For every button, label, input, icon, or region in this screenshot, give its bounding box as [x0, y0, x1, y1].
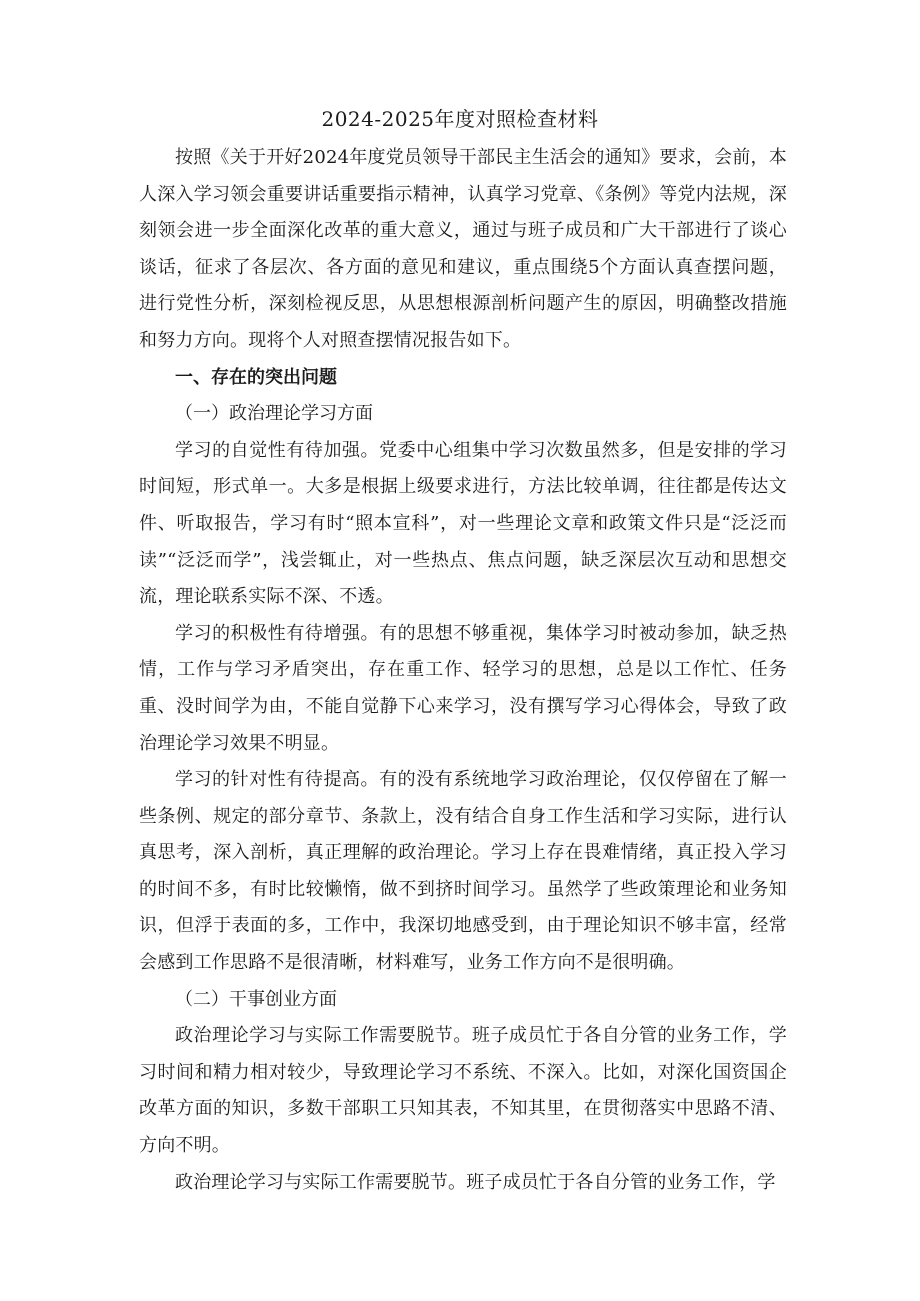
paragraph-study-targeting: 学习的针对性有待提高。有的没有系统地学习政治理论，仅仅停留在了解一些条例、规定的部分章节、条款上，没有结合自身工作生活和学习实际，进行认真思考，深入剖析，真正理解的政治理论。学习上存在畏难情绪，真正投入学习的时间不多，有时比较懒惰，做不到挤时间学习。虽然学了些政策理论和业务知识，但浮于表面的多，工作中，我深切地感受到，由于理论知识不够丰富，经常会感到工作思路不是很清晰，材料难写，业务工作方向不是很明确。	[139, 769, 787, 974]
subsection-heading-entrepreneurship: （二）干事创业方面	[175, 988, 337, 1010]
paragraph-study-enthusiasm: 学习的积极性有待增强。有的思想不够重视，集体学习时被动参加，缺乏热情，工作与学习矛盾突出，存在重工作、轻学习的思想，总是以工作忙、任务重、没时间学为由，不能自觉静下心来学习，没有撰写学习心得体会，导致了政治理论学习效果不明显。	[139, 622, 787, 754]
document-body	[139, 140, 787, 1201]
paragraph-study-consciousness: 学习的自觉性有待加强。党委中心组集中学习次数虽然多，但是安排的学习时间短，形式单一。大多是根据上级要求进行，方法比较单调，往往都是传达文件、听取报告，学习有时“照本宣科”，对一些理论文章和政策文件只是“泛泛而读”“泛泛而学”，浅尝辄止，对一些热点、焦点问题，缺乏深层次互动和思想交流，理论联系实际不深、不透。	[139, 439, 787, 608]
section-heading-problems: 一、存在的突出问题	[175, 366, 337, 388]
paragraph-theory-practice-gap-cont: 政治理论学习与实际工作需要脱节。班子成员忙于各自分管的业务工作，学	[175, 1171, 776, 1193]
document-title: 2024-2025年度对照检查材料	[321, 107, 599, 131]
paragraph-theory-practice-gap: 政治理论学习与实际工作需要脱节。班子成员忙于各自分管的业务工作，学习时间和精力相对较少，导致理论学习不系统、不深入。比如，对深化国资国企改革方面的知识，多数干部职工只知其表，不知其里，在贯彻落实中思路不清、方向不明。	[139, 1025, 787, 1157]
subsection-heading-theory-study: （一）政治理论学习方面	[175, 403, 373, 425]
intro-paragraph: 按照《关于开好2024年度党员领导干部民主生活会的通知》要求，会前，本人深入学习领会重要讲话重要指示精神，认真学习党章、《条例》等党内法规，深刻领会进一步全面深化改革的重大意义，通过与班子成员和广大干部进行了谈心谈话，征求了各层次、各方面的意见和建议，重点围绕5个方面认真查摆问题，进行党性分析，深刻检视反思，从思想根源剖析问题产生的原因，明确整改措施和努力方向。现将个人对照查摆情况报告如下。	[139, 147, 787, 351]
